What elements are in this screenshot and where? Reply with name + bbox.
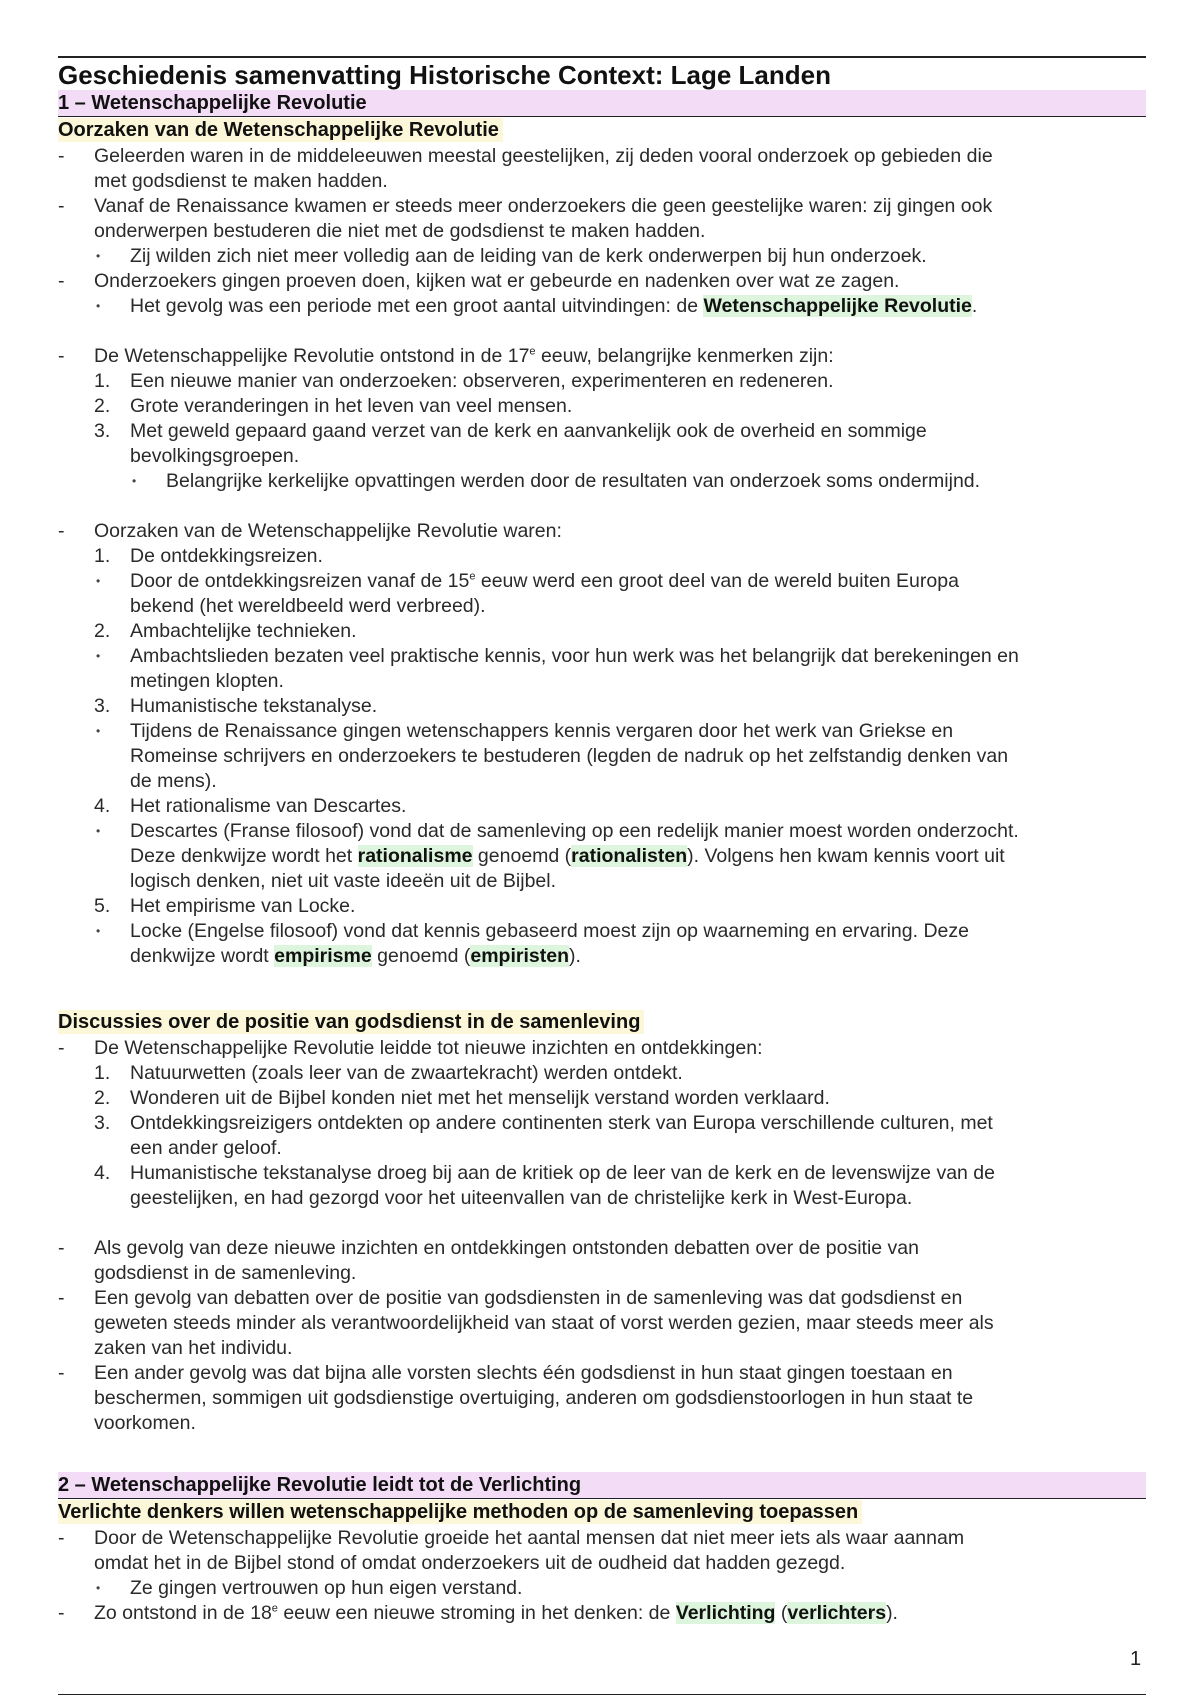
highlight-term: verlichters <box>787 1602 887 1624</box>
number-marker: 2. <box>94 395 111 417</box>
number-marker: 3. <box>94 695 111 717</box>
text-line: Zo ontstond in de 18e eeuw een nieuwe stroming in het denken: de Verlichting (verlichters). <box>94 1602 898 1624</box>
bullet-marker: • <box>96 1581 101 1595</box>
highlight-term: Verlichting <box>675 1602 776 1624</box>
text-line: Een gevolg van debatten over de positie van godsdiensten in de samenleving was dat godsdienst en <box>94 1287 963 1309</box>
bullet-marker: • <box>96 824 101 838</box>
dash-marker: - <box>58 1602 65 1624</box>
highlight-term: empirisme <box>274 945 372 967</box>
text-line: De ontdekkingsreizen. <box>130 545 323 567</box>
text-line: Tijdens de Renaissance gingen wetenschappers kennis vergaren door het werk van Griekse en <box>130 720 954 742</box>
number-marker: 3. <box>94 1112 111 1134</box>
text-line: Romeinse schrijvers en onderzoekers te bestuderen (legden de nadruk op het zelfstandig denken van <box>130 745 1009 767</box>
text-line: Ambachtslieden bezaten veel praktische kennis, voor hun werk was het belangrijk dat berekeningen en <box>130 645 1019 667</box>
text-line: Humanistische tekstanalyse droeg bij aan de kritiek op de leer van de kerk en de levenswijze van de <box>130 1162 995 1184</box>
number-marker: 2. <box>94 620 111 642</box>
text-line: onderwerpen bestuderen die niet met de godsdienst te maken hadden. <box>94 220 706 242</box>
text-line: Belangrijke kerkelijke opvattingen werden door de resultaten van onderzoek soms ondermijnd. <box>166 470 981 492</box>
document-title: Geschiedenis samenvatting Historische Context: Lage Landen <box>58 60 831 90</box>
text-line: een ander geloof. <box>130 1137 282 1159</box>
section-1-heading: 1 – Wetenschappelijke Revolutie <box>58 90 1146 117</box>
highlight-term: empiristen <box>470 945 569 967</box>
dash-marker: - <box>58 195 65 217</box>
text-line: Door de Wetenschappelijke Revolutie groeide het aantal mensen dat niet meer iets als waar aannam <box>94 1527 965 1549</box>
subheading-verlichte-denkers: Verlichte denkers willen wetenschappelijke methoden op de samenleving toepassen <box>58 1500 862 1524</box>
bullet-marker: • <box>96 574 101 588</box>
text-line: Descartes (Franse filosoof) vond dat de samenleving op een redelijk manier moest worden onderzocht. <box>130 820 1019 842</box>
dash-marker: - <box>58 1237 65 1259</box>
highlight-term: rationalisme <box>357 845 473 867</box>
top-rule <box>58 56 1146 58</box>
text-line: De Wetenschappelijke Revolutie leidde tot nieuwe inzichten en ontdekkingen: <box>94 1037 763 1059</box>
dash-marker: - <box>58 520 65 542</box>
text-line: Vanaf de Renaissance kwamen er steeds meer onderzoekers die geen geestelijke waren: zij gingen ook <box>94 195 993 217</box>
number-marker: 3. <box>94 420 111 442</box>
text-line: Met geweld gepaard gaand verzet van de kerk en aanvankelijk ook de overheid en sommige <box>130 420 927 442</box>
text-line: Grote veranderingen in het leven van veel mensen. <box>130 395 573 417</box>
text-line: logisch denken, niet uit vaste ideeën uit de Bijbel. <box>130 870 557 892</box>
bullet-marker: • <box>96 924 101 938</box>
text-line: Humanistische tekstanalyse. <box>130 695 378 717</box>
dash-marker: - <box>58 1287 65 1309</box>
text-line: bevolkingsgroepen. <box>130 445 300 467</box>
text-line: Zij wilden zich niet meer volledig aan de leiding van de kerk onderwerpen bij hun onderzoek. <box>130 245 927 267</box>
text-line: geweten steeds minder als verantwoordelijkheid van staat of vorst werden gezien, maar steeds meer als <box>94 1312 994 1334</box>
text-line: Geleerden waren in de middeleeuwen meestal geestelijken, zij deden vooral onderzoek op gebieden die <box>94 145 993 167</box>
text-line: Een nieuwe manier van onderzoeken: observeren, experimenteren en redeneren. <box>130 370 834 392</box>
page-number: 1 <box>1130 1648 1142 1670</box>
section-2-heading: 2 – Wetenschappelijke Revolutie leidt tot de Verlichting <box>58 1472 1146 1499</box>
bullet-marker: • <box>96 299 101 313</box>
text-line: Deze denkwijze wordt het rationalisme genoemd (rationalisten). Volgens hen kwam kennis voort uit <box>130 845 1005 867</box>
text-line: met godsdienst te maken hadden. <box>94 170 388 192</box>
text-line: metingen klopten. <box>130 670 284 692</box>
number-marker: 1. <box>94 545 111 567</box>
text-line: Locke (Engelse filosoof) vond dat kennis gebaseerd moest zijn op waarneming en ervaring. Deze <box>130 920 969 942</box>
text-line: denkwijze wordt empirisme genoemd (empiristen). <box>130 945 581 967</box>
text-line: bekend (het wereldbeeld werd verbreed). <box>130 595 486 617</box>
text-line: godsdienst in de samenleving. <box>94 1262 357 1284</box>
text-line: Ambachtelijke technieken. <box>130 620 357 642</box>
text-line: Het rationalisme van Descartes. <box>130 795 407 817</box>
text-line: Door de ontdekkingsreizen vanaf de 15e eeuw werd een groot deel van de wereld buiten Europa <box>130 570 959 592</box>
number-marker: 5. <box>94 895 111 917</box>
highlight-term: Wetenschappelijke Revolutie <box>703 295 972 317</box>
text-line: Het gevolg was een periode met een groot aantal uitvindingen: de Wetenschappelijke Revolutie. <box>130 295 978 317</box>
text-line: Natuurwetten (zoals leer van de zwaartekracht) werden ontdekt. <box>130 1062 683 1084</box>
bottom-rule <box>58 1694 1146 1695</box>
dash-marker: - <box>58 1527 65 1549</box>
subheading-oorzaken: Oorzaken van de Wetenschappelijke Revolutie <box>58 118 503 142</box>
text-line: Als gevolg van deze nieuwe inzichten en ontdekkingen ontstonden debatten over de positie van <box>94 1237 919 1259</box>
bullet-marker: • <box>96 649 101 663</box>
text-line: de mens). <box>130 770 217 792</box>
number-marker: 1. <box>94 1062 111 1084</box>
subheading-discussies: Discussies over de positie van godsdienst in de samenleving <box>58 1010 644 1034</box>
text-line: Onderzoekers gingen proeven doen, kijken wat er gebeurde en nadenken over wat ze zagen. <box>94 270 900 292</box>
text-line: beschermen, sommigen uit godsdienstige overtuiging, anderen om godsdienstoorlogen in hun staat te <box>94 1387 974 1409</box>
text-line: Een ander gevolg was dat bijna alle vorsten slechts één godsdienst in hun staat gingen toestaan en <box>94 1362 953 1384</box>
text-line: Ze gingen vertrouwen op hun eigen verstand. <box>130 1577 523 1599</box>
dash-marker: - <box>58 1037 65 1059</box>
number-marker: 4. <box>94 795 111 817</box>
bullet-marker: • <box>96 249 101 263</box>
text-line: Het empirisme van Locke. <box>130 895 356 917</box>
dash-marker: - <box>58 345 65 367</box>
text-line: zaken van het individu. <box>94 1337 293 1359</box>
text-line: voorkomen. <box>94 1412 196 1434</box>
number-marker: 1. <box>94 370 111 392</box>
bullet-marker: • <box>132 474 137 488</box>
dash-marker: - <box>58 1362 65 1384</box>
text-line: Oorzaken van de Wetenschappelijke Revolutie waren: <box>94 520 562 542</box>
bullet-marker: • <box>96 724 101 738</box>
dash-marker: - <box>58 270 65 292</box>
text-line: omdat het in de Bijbel stond of omdat onderzoekers uit de oudheid dat hadden gezegd. <box>94 1552 846 1574</box>
number-marker: 4. <box>94 1162 111 1184</box>
text-line: geestelijken, en had gezorgd voor het uiteenvallen van de christelijke kerk in West-Europa. <box>130 1187 913 1209</box>
text-line: Wonderen uit de Bijbel konden niet met het menselijk verstand worden verklaard. <box>130 1087 830 1109</box>
text-line: De Wetenschappelijke Revolutie ontstond in de 17e eeuw, belangrijke kenmerken zijn: <box>94 345 834 367</box>
number-marker: 2. <box>94 1087 111 1109</box>
text-line: Ontdekkingsreizigers ontdekten op andere continenten sterk van Europa verschillende culturen, met <box>130 1112 993 1134</box>
dash-marker: - <box>58 145 65 167</box>
highlight-term: rationalisten <box>571 845 688 867</box>
